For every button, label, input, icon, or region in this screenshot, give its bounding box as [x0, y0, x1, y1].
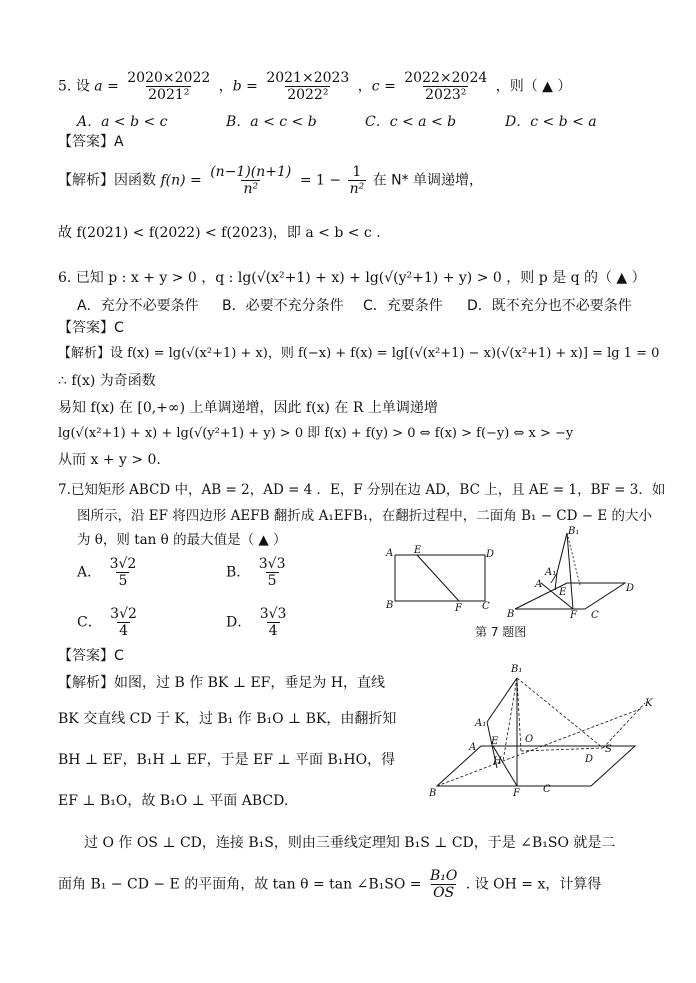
q7-analysis-text-6a: 面角 B₁ − CD − E 的平面角，故 tan θ = tan ∠B₁SO = — [58, 876, 422, 893]
fig-sol-label-b: B — [429, 788, 437, 799]
q7-analysis-text-1: 如图，过 B 作 BK ⊥ EF，垂足为 H，直线 — [114, 675, 386, 691]
q6-analysis-line-4: lg(√(x²+1) + x) + lg(√(y²+1) + y) > 0 即 f(x) + f(y) > 0 ⇔ f(x) > f(−y) ⇔ x > −y — [58, 426, 574, 441]
fig-rect-label-a: A — [386, 548, 394, 559]
q5-a-denominator: 2021² — [148, 87, 190, 104]
fig-sol-label-k: K — [645, 698, 653, 709]
q7-stem-text-1: 已知矩形 ABCD 中，AB = 2，AD = 4 ．E，F 分别在边 AD，BC 上，且 AE = 1，BF = 3．如 — [70, 482, 666, 498]
fig-rect-label-b: B — [386, 600, 394, 611]
q6-analysis-line-3: 易知 f(x) 在 [0,+∞) 上单调递增，因此 f(x) 在 R 上单调递增 — [58, 400, 438, 416]
q7-option-a-num: 3√2 — [109, 556, 137, 572]
q5-option-b: B．a < c < b — [226, 114, 317, 130]
q5-answer — [58, 134, 124, 152]
q7-option-b-num: 3√3 — [258, 556, 286, 572]
q5-analysis-line-2: 故 f(2021) < f(2022) < f(2023)，即 a < b < c . — [58, 225, 381, 241]
q6-number: 6. — [58, 270, 72, 286]
q7-answer — [58, 648, 124, 666]
q5-analysis-den-1: n² — [243, 181, 259, 198]
fig-sol-label-c: C — [543, 784, 551, 795]
fig-sol-label-a: A — [469, 742, 477, 753]
fig-sol-label-o: O — [525, 734, 534, 745]
q7-option-d-num: 3√3 — [259, 606, 287, 622]
q7-number: 7. — [58, 482, 71, 498]
q6-option-a: A．充分不必要条件 — [77, 298, 199, 314]
q7-stem-line-2: 图所示，沿 EF 将四边形 AEFB 翻折成 A₁EFB₁，在翻折过程中，二面角 B₁ − CD − E 的大小 — [77, 508, 652, 524]
q5-analysis-text: 因函数 — [114, 172, 156, 189]
q7-option-a-label: A． — [77, 564, 102, 581]
q7-figure-caption: 第 7 题图 — [475, 625, 527, 639]
q5-analysis-tail: 在 N* 单调递增， — [372, 172, 484, 189]
q5-b-numerator: 2021×2023 — [266, 70, 350, 86]
fig-fold-label-f: F — [570, 610, 577, 620]
q5-analysis-eq: = 1 − — [299, 172, 342, 189]
fig-fold-label-c: C — [591, 610, 599, 620]
q5-ask: ，则（ ▲ ） — [495, 78, 572, 95]
fig-sol-label-a1: A₁ — [475, 718, 487, 729]
fig-sol-label-s: S — [605, 744, 612, 755]
q5-analysis-num-1: (n−1)(n+1) — [210, 164, 292, 180]
q5-b-fraction — [264, 70, 351, 103]
fig-sol-label-d: D — [585, 754, 594, 765]
q6-analysis-text-1: 设 f(x) = lg(√(x²+1) + x)，则 f(−x) + f(x) = lg[(√(x²+1) − x)(√(x²+1) + x)] = lg 1 = 0 — [110, 346, 660, 361]
q7-option-c-den: 4 — [119, 623, 128, 640]
q7-analysis-num: B₁O — [429, 868, 458, 884]
q5-answer-label: 【答案】 — [58, 134, 114, 150]
q7-analysis-line-3: BH ⊥ EF，B₁H ⊥ EF，于是 EF ⊥ 平面 B₁HO，得 — [58, 752, 396, 768]
q5-analysis-den-2: n² — [349, 181, 365, 198]
fig-fold-label-a1: A₁ — [545, 567, 557, 578]
q5-b-denominator: 2022² — [287, 87, 329, 104]
q5-analysis-line-1 — [58, 164, 483, 197]
q7-analysis-line-4: EF ⊥ B₁O，故 B₁O ⊥ 平面 ABCD. — [58, 793, 289, 809]
q6-answer-value: C — [114, 320, 124, 336]
q7-option-d-label: D． — [226, 614, 252, 631]
q5-analysis-fn: f(n) = — [160, 172, 202, 189]
q7-figure-rectangle — [383, 545, 495, 613]
q7-figure-folded — [505, 525, 640, 620]
q7-option-d-den: 4 — [268, 623, 278, 640]
q7-figure-solution — [425, 658, 690, 800]
q5-c-denominator: 2023² — [425, 87, 467, 104]
q6-answer-label: 【答案】 — [58, 320, 114, 336]
q5-c-fraction — [402, 70, 489, 103]
q7-answer-value: C — [114, 648, 124, 664]
q6-stem — [58, 270, 646, 288]
q7-option-a — [77, 556, 140, 589]
q5-a-numerator: 2020×2022 — [127, 70, 211, 86]
q7-option-c-num: 3√2 — [110, 606, 137, 622]
q6-analysis-line-5: 从而 x + y > 0. — [58, 452, 161, 468]
fig-rect-label-d: D — [486, 549, 495, 560]
fig-sol-label-e: E — [491, 736, 499, 747]
q7-option-a-den: 5 — [118, 573, 128, 590]
q7-analysis-line-5: 过 O 作 OS ⊥ CD，连接 B₁S，则由三垂线定理知 B₁S ⊥ CD，于是 ∠B₁SO 就是二 — [84, 835, 616, 851]
q6-option-d: D．既不充分也不必要条件 — [467, 298, 632, 314]
fig-fold-label-a: A — [535, 579, 543, 590]
fig-fold-label-b1: B₁ — [568, 526, 580, 537]
q5-lead: 设 — [75, 78, 90, 95]
q6-option-b: B．必要不充分条件 — [222, 298, 344, 314]
q5-c-numerator: 2022×2024 — [404, 70, 488, 86]
q6-analysis-line-1 — [58, 346, 659, 362]
q5-analysis-label: 【解析】 — [58, 172, 114, 189]
q7-option-b — [226, 556, 290, 589]
fig-sol-label-b1: B₁ — [511, 664, 523, 675]
fig-rect-label-f: F — [455, 603, 462, 613]
fig-fold-label-d: D — [626, 583, 635, 594]
q5-a-fraction — [125, 70, 212, 103]
q7-stem-line-1 — [58, 482, 665, 499]
q7-stem-line-3: 为 θ，则 tan θ 的最大值是（ ▲ ） — [77, 532, 287, 548]
q5-stem: 5. 设 a = $\frac{2020\times 2022}{\text{2021²}}$ ，b = $\frac{2021\times 2023}{\text{2022²}}$ ，c = $\frac{2022\times 2024}{\text{2023²}}$ ，则（ ▲ ） — [58, 70, 572, 104]
q5-option-d: D．c < b < a — [505, 114, 597, 130]
q5-option-c: C．c < a < b — [365, 114, 457, 130]
q6-analysis-line-2: ∴ f(x) 为奇函数 — [58, 373, 156, 389]
q5-analysis-num-2: 1 — [352, 164, 362, 180]
q7-option-b-den: 5 — [267, 573, 277, 590]
q6-answer — [58, 320, 124, 338]
q6-option-c: C．充要条件 — [363, 298, 443, 314]
fig-fold-label-e: E — [559, 587, 567, 598]
q7-analysis-label: 【解析】 — [58, 675, 114, 691]
fig-fold-label-b: B — [507, 609, 515, 620]
q7-analysis-den: OS — [433, 885, 455, 902]
q6-analysis-label: 【解析】 — [58, 346, 111, 361]
q7-analysis-line-6 — [58, 868, 601, 901]
q5-answer-value: A — [114, 134, 124, 150]
q7-option-c — [77, 606, 141, 639]
q7-answer-label: 【答案】 — [58, 648, 114, 664]
q7-option-c-label: C． — [77, 614, 102, 631]
q5-option-a: A．a < b < c — [77, 114, 168, 130]
q7-analysis-line-2: BK 交直线 CD 于 K，过 B₁ 作 B₁O ⊥ BK，由翻折知 — [58, 711, 397, 727]
q5-analysis-fraction-2 — [348, 164, 367, 197]
q7-option-d — [226, 606, 290, 639]
fig-rect-label-e: E — [414, 545, 422, 556]
fig-sol-label-f: F — [513, 788, 520, 799]
q7-analysis-line-1 — [58, 675, 385, 693]
q7-analysis-text-6b: . 设 OH = x，计算得 — [465, 876, 602, 893]
fig-sol-label-h: H — [493, 756, 502, 767]
q5-number: 5. — [58, 78, 72, 95]
q5-analysis-fraction-1 — [208, 164, 293, 197]
fig-rect-label-c: C — [482, 601, 490, 612]
q6-stem-text: 已知 p : x + y > 0 ，q : lg(√(x²+1) + x) + lg(√(y²+1) + y) > 0 ，则 p 是 q 的（ ▲ ） — [75, 270, 646, 286]
q7-analysis-fraction — [428, 868, 459, 901]
q7-option-b-label: B． — [226, 564, 251, 581]
